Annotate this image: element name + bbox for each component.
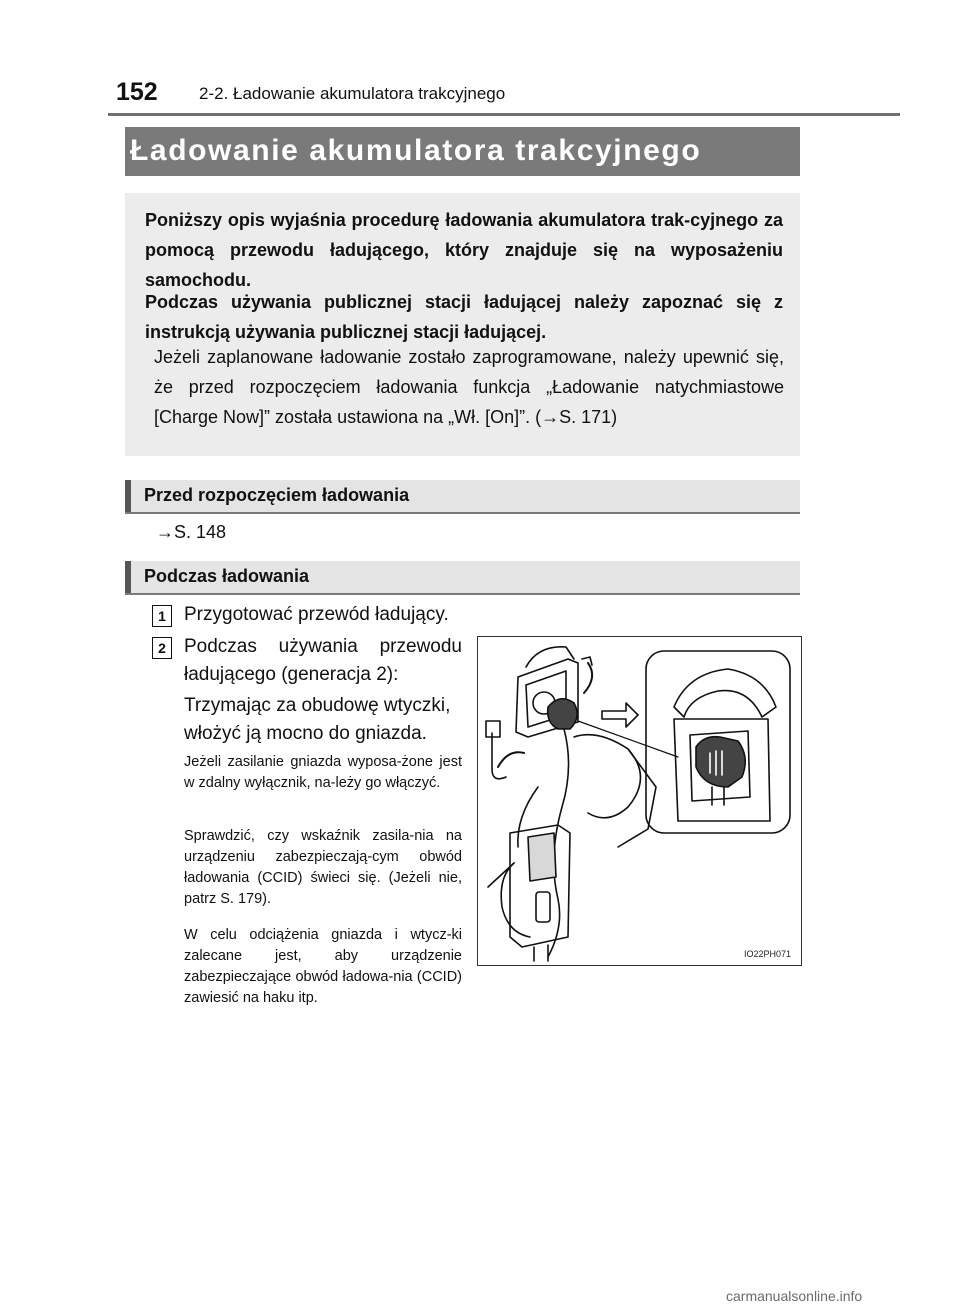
- note-ccid-indicator: Sprawdzić, czy wskaźnik zasila-nia na urządzeniu zabezpieczają-cym obwód ładowania (CCID) świeci się. (Jeżeli nie, patrz S. 179).: [184, 828, 462, 907]
- plug-insertion-drawing: [478, 637, 801, 965]
- charging-illustration: [477, 636, 802, 966]
- section-title: Podczas ładowania: [144, 566, 310, 586]
- step-2-instruction: Trzymając za obudowę wtyczki, włożyć ją mocno do gniazda.: [184, 695, 451, 744]
- note-remote-switch: Jeżeli zasilanie gniazda wyposa-żone jest w zdalny wyłącznik, na-leży go włączyć.: [184, 754, 462, 791]
- section-header-during-charging: [125, 561, 800, 595]
- note-hang-ccid: W celu odciążenia gniazda i wtycz-ki zalecane jest, aby urządzenie zabezpieczające obwód ładowa-nia (CCID) zawiesić na haku itp.: [184, 927, 462, 1006]
- watermark: carmanualsonline.info: [726, 1288, 863, 1304]
- section-header-before-charging: [125, 480, 800, 514]
- page-title: Ładowanie akumulatora trakcyjnego: [130, 134, 702, 167]
- page-reference-link[interactable]: →S. 148: [156, 522, 227, 542]
- section-title: Przed rozpoczęciem ładowania: [144, 485, 410, 505]
- running-head: 2-2. Ładowanie akumulatora trakcyjnego: [199, 84, 506, 103]
- step-1-text: Przygotować przewód ładujący.: [184, 604, 449, 625]
- step-number-badge: 2: [152, 637, 172, 659]
- step-2-text: Podczas używania przewodu ładującego (generacja 2):: [184, 636, 462, 685]
- figure-code: IO22PH071: [743, 949, 791, 959]
- intro-paragraph-2: Podczas używania publicznej stacji ładującej należy zapoznać się z instrukcją używania publicznej stacji ładującej.: [145, 292, 783, 342]
- intro-note: Jeżeli zaplanowane ładowanie zostało zaprogramowane, należy upewnić się, że przed rozpoczęciem ładowania funkcja „Ładowanie natychmiastowe [Charge Now]” została ustawiona na „Wł. [On]”. (→S. 171): [154, 347, 784, 427]
- page-number: 152: [116, 78, 158, 106]
- header-rule: [108, 113, 900, 116]
- step-number-badge: 1: [152, 605, 172, 627]
- intro-paragraph-1: Poniższy opis wyjaśnia procedurę ładowania akumulatora trak-cyjnego za pomocą przewodu ładującego, który znajduje się na wyposażeniu samochodu.: [145, 210, 783, 290]
